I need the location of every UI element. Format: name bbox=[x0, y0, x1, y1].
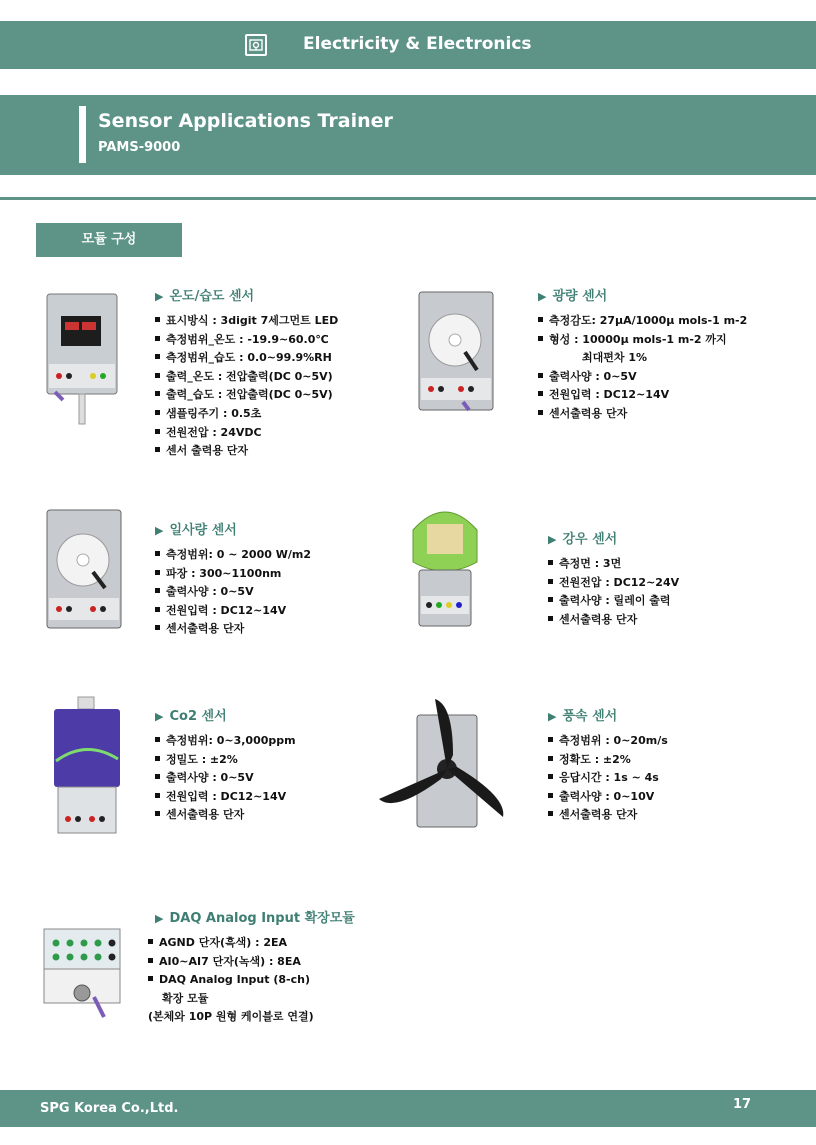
spec-item: 측정감도: 27μA/1000μ mols-1 m-2 bbox=[538, 312, 747, 331]
spec-item: AGND 단자(흑색) : 2EA bbox=[148, 934, 355, 953]
product-title: Sensor Applications Trainer bbox=[98, 110, 393, 132]
spec-item: 센서출력용 단자 bbox=[548, 611, 679, 630]
module-title: 온도/습도 센서 bbox=[169, 289, 255, 304]
spec-item: 측정범위: 0 ~ 2000 W/m2 bbox=[155, 546, 311, 565]
arrow-icon: ▶ bbox=[548, 533, 557, 546]
spec-item: 출력_습도 : 전압출력(DC 0~5V) bbox=[155, 386, 338, 405]
spec-item: 정확도 : ±2% bbox=[548, 751, 668, 770]
spec-item: 응답시간 : 1s ~ 4s bbox=[548, 769, 668, 788]
company-name: SPG Korea Co.,Ltd. bbox=[40, 1101, 179, 1116]
module-light bbox=[538, 285, 747, 424]
module-daq bbox=[148, 907, 355, 1027]
module-title: 일사량 센서 bbox=[169, 523, 237, 538]
spec-continuation: 최대편차 1% bbox=[582, 351, 648, 365]
spec-item: 측정면 : 3면 bbox=[548, 555, 679, 574]
header-bar bbox=[0, 21, 816, 69]
spec-item: AI0~AI7 단자(녹색) : 8EA bbox=[148, 953, 355, 972]
spec-note: (본체와 10P 원형 케이블로 연결) bbox=[148, 1010, 314, 1024]
spec-item: 전원입력 : DC12~14V bbox=[538, 386, 747, 405]
spec-item: 센서출력용 단자 bbox=[155, 806, 296, 825]
spec-item: 출력_온도 : 전압출력(DC 0~5V) bbox=[155, 368, 338, 387]
spec-item: 측정범위: 0~3,000ppm bbox=[155, 732, 296, 751]
module-solar bbox=[155, 519, 311, 639]
title-accent-bar bbox=[79, 106, 86, 163]
spec-item: 출력사양 : 0~10V bbox=[548, 788, 668, 807]
module-wind bbox=[548, 705, 668, 825]
spec-item: 전원전압 : 24VDC bbox=[155, 424, 338, 443]
header-title: Electricity & Electronics bbox=[303, 34, 532, 54]
arrow-icon: ▶ bbox=[538, 290, 547, 303]
spec-item: 센서출력용 단자 bbox=[538, 405, 747, 424]
spec-item: 센서출력용 단자 bbox=[155, 620, 311, 639]
spec-item: 출력사양 : 0~5V bbox=[155, 583, 311, 602]
module-co2 bbox=[155, 705, 296, 825]
page-number: 17 bbox=[733, 1097, 752, 1112]
wind-speed-sensor-image bbox=[375, 695, 510, 835]
co2-sensor-image bbox=[50, 695, 125, 845]
divider bbox=[0, 197, 816, 200]
light-sensor-image bbox=[417, 290, 497, 415]
module-title: Co2 센서 bbox=[169, 709, 227, 724]
footer-bar bbox=[0, 1090, 816, 1127]
solar-radiation-sensor-image bbox=[45, 508, 125, 633]
product-model: PAMS-9000 bbox=[98, 140, 181, 155]
module-title: 광량 센서 bbox=[552, 289, 608, 304]
spec-item: 파장 : 300~1100nm bbox=[155, 565, 311, 584]
spec-item: 출력사양 : 릴레이 출력 bbox=[548, 592, 679, 611]
plug-book-icon bbox=[245, 34, 267, 56]
arrow-icon: ▶ bbox=[155, 524, 164, 537]
spec-item: 측정범위_온도 : -19.9~60.0℃ bbox=[155, 331, 338, 350]
spec-item: 형성 : 10000μ mols-1 m-2 까지 bbox=[538, 331, 747, 350]
module-title: DAQ Analog Input 확장모듈 bbox=[169, 911, 355, 926]
rain-sensor-image bbox=[405, 500, 485, 635]
spec-item: 센서 출력용 단자 bbox=[155, 442, 338, 461]
spec-continuation: 확장 모듈 bbox=[162, 991, 209, 1005]
product-title-bar bbox=[0, 95, 816, 175]
module-temp-humidity bbox=[155, 285, 338, 461]
module-rain bbox=[548, 528, 679, 629]
arrow-icon: ▶ bbox=[155, 912, 164, 925]
spec-item: 출력사양 : 0~5V bbox=[155, 769, 296, 788]
spec-item: 전원입력 : DC12~14V bbox=[155, 788, 296, 807]
module-title: 강우 센서 bbox=[562, 532, 618, 547]
temp-humidity-sensor-image bbox=[45, 292, 120, 432]
daq-module-image bbox=[42, 925, 122, 1020]
spec-item: DAQ Analog Input (8-ch) bbox=[148, 971, 355, 990]
spec-item: 출력사양 : 0~5V bbox=[538, 368, 747, 387]
spec-item: 측정범위 : 0~20m/s bbox=[548, 732, 668, 751]
spec-item: 표시방식 : 3digit 7세그먼트 LED bbox=[155, 312, 338, 331]
module-title: 풍속 센서 bbox=[562, 709, 618, 724]
spec-item: 전원전압 : DC12~24V bbox=[548, 574, 679, 593]
arrow-icon: ▶ bbox=[548, 710, 557, 723]
spec-item: 전원입력 : DC12~14V bbox=[155, 602, 311, 621]
section-tag: 모듈 구성 bbox=[36, 223, 182, 257]
arrow-icon: ▶ bbox=[155, 710, 164, 723]
spec-item: 샘플링주기 : 0.5초 bbox=[155, 405, 338, 424]
arrow-icon: ▶ bbox=[155, 290, 164, 303]
spec-item: 측정범위_습도 : 0.0~99.9%RH bbox=[155, 349, 338, 368]
spec-item: 정밀도 : ±2% bbox=[155, 751, 296, 770]
spec-item: 센서출력용 단자 bbox=[548, 806, 668, 825]
